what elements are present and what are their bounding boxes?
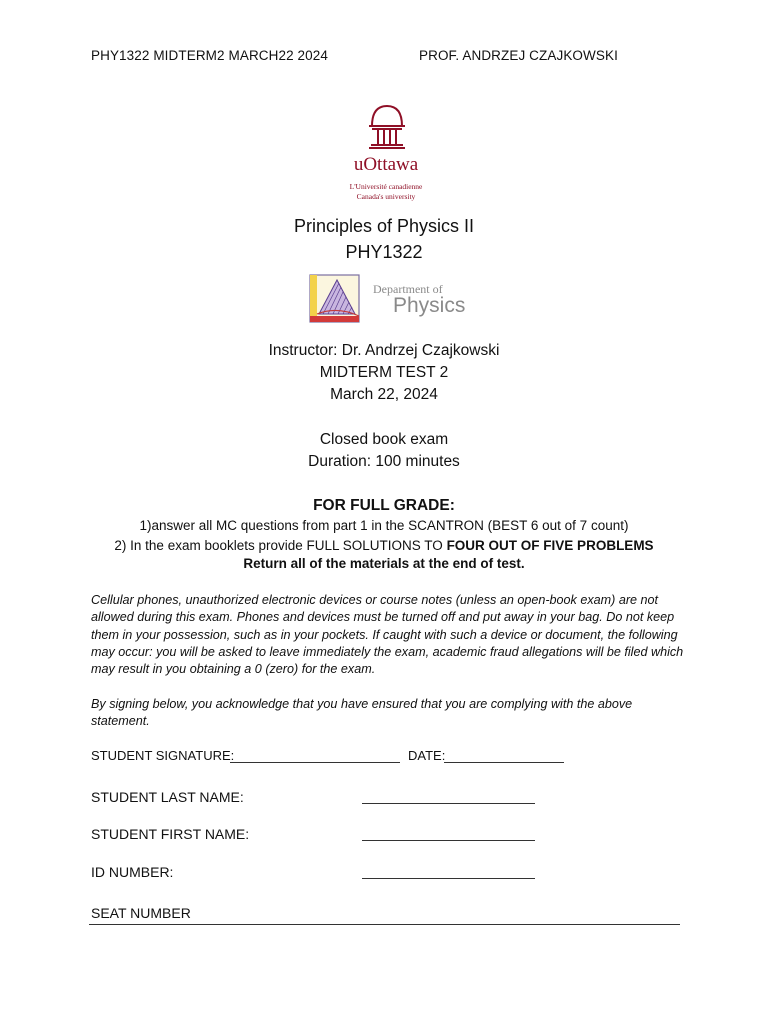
uottawa-tagline-fr: L'Université canadienne: [349, 182, 423, 191]
exam-format: Closed book exam: [319, 431, 449, 448]
test-name: MIDTERM TEST 2: [319, 364, 449, 381]
grading-line-2-emphasis: FOUR OUT OF FIVE PROBLEMS: [446, 538, 654, 553]
header-professor: PROF. ANDRZEJ CZAJKOWSKI: [419, 48, 618, 63]
course-name: Principles of Physics II: [293, 216, 475, 236]
physics-emblem-icon: [309, 274, 361, 324]
signature-field[interactable]: [230, 762, 400, 763]
seat-number-field[interactable]: [89, 924, 680, 925]
last-name-field[interactable]: [362, 803, 535, 804]
device-policy-paragraph: Cellular phones, unauthorized electronic devices or course notes (unless an open-book exam) are not allowed during this exam. Phones and devices must be turned off and put away in your bag. Do not keep them in your possession, such as in your pockets. If caught with such a device or document, the following may occur: you will be asked to leave immediately the exam, academic fraud allegations will be filed which may result in you obtaining a 0 (zero) for the exam.: [91, 593, 684, 677]
first-name-field[interactable]: [362, 840, 535, 841]
instructor: Instructor: Dr. Andrzej Czajkowski: [268, 342, 500, 359]
grading-line-1: 1)answer all MC questions from part 1 in the SCANTRON (BEST 6 out of 7 count): [139, 518, 629, 533]
grading-heading: FOR FULL GRADE:: [313, 497, 455, 514]
grading-line-2-text: 2) In the exam booklets provide FULL SOLUTIONS TO: [114, 538, 447, 553]
id-number-field[interactable]: [362, 878, 535, 879]
dept-label-line2: Physics: [393, 294, 466, 317]
acknowledgement-paragraph: By signing below, you acknowledge that you have ensured that you are complying with the above statement.: [91, 697, 633, 729]
header-course-info: PHY1322 MIDTERM2 MARCH22 2024: [91, 48, 328, 63]
seat-number-label: SEAT NUMBER: [91, 905, 191, 921]
dept-label-line1: Department of: [373, 282, 443, 296]
grading-line-2: [0, 538, 768, 553]
exam-date: March 22, 2024: [330, 386, 438, 403]
last-name-label: STUDENT LAST NAME:: [91, 789, 244, 805]
date-field[interactable]: [444, 762, 564, 763]
first-name-label: STUDENT FIRST NAME:: [91, 826, 250, 842]
uottawa-wordmark: uOttawa: [353, 154, 419, 175]
uottawa-tagline-en: Canada's university: [356, 192, 416, 201]
course-code: PHY1322: [345, 242, 423, 262]
exam-duration: Duration: 100 minutes: [308, 453, 460, 470]
signature-label: STUDENT SIGNATURE:: [91, 748, 235, 763]
uottawa-logo: [336, 100, 436, 205]
grading-line-3: Return all of the materials at the end of test.: [243, 556, 525, 571]
department-of-physics-logo: [309, 274, 464, 326]
date-label: DATE:: [408, 748, 446, 763]
id-number-label: ID NUMBER:: [91, 864, 174, 880]
university-building-icon: [336, 100, 436, 156]
